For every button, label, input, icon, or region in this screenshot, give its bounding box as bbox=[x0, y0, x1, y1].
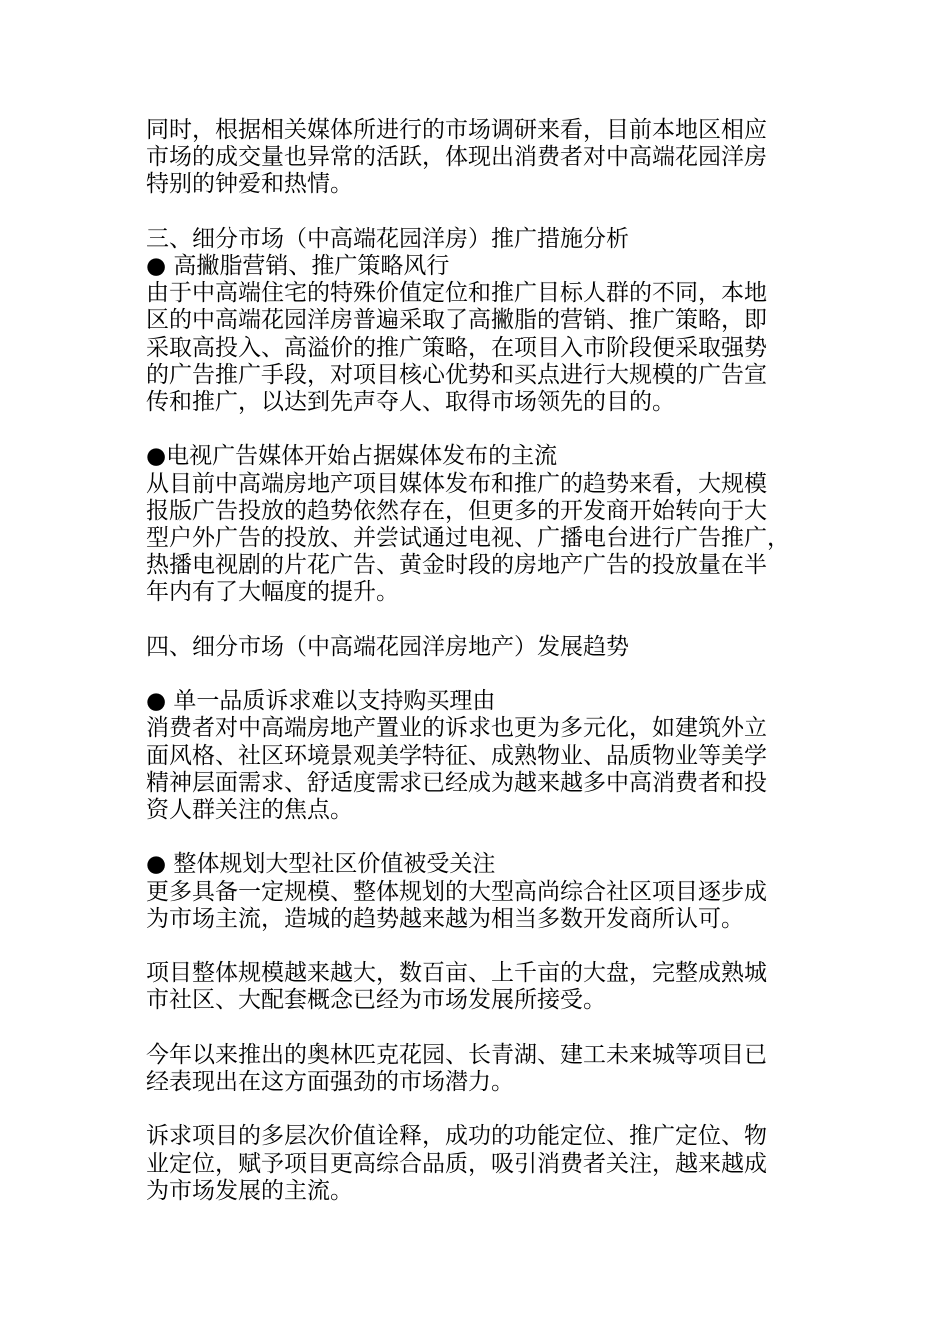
text-line: 今年以来推出的奥林匹克花园、长青湖、建工未来城等项目已 bbox=[146, 1041, 767, 1068]
bullet-heading: ● 高撇脂营销、推广策略风行 bbox=[146, 253, 450, 279]
text-line: 更多具备一定规模、整体规划的大型高尚综合社区项目逐步成 bbox=[146, 878, 767, 905]
bullet-heading: ● 整体规划大型社区价值被受关注 bbox=[146, 851, 496, 878]
paragraph-example-projects bbox=[146, 1042, 806, 1096]
bullet-heading: ● 单一品质诉求难以支持购买理由 bbox=[146, 688, 496, 715]
text-line: 年内有了大幅度的提升。 bbox=[146, 579, 399, 606]
paragraph-single-quality-appeal bbox=[146, 688, 806, 824]
paragraph-large-community bbox=[146, 851, 806, 933]
text-line: 型户外广告的投放、并尝试通过电视、广播电台进行广告推广， bbox=[146, 525, 790, 552]
text-line: 由于中高端住宅的特殊价值定位和推广目标人群的不同，本地 bbox=[146, 280, 767, 307]
text-line: 传和推广，以达到先声夺人、取得市场领先的目的。 bbox=[146, 389, 675, 416]
text-line: 为市场发展的主流。 bbox=[146, 1177, 353, 1204]
section-three-promotion-measures bbox=[146, 226, 806, 416]
section-four-heading-block bbox=[146, 634, 806, 661]
text-line: 同时，根据相关媒体所进行的市场调研来看，目前本地区相应 bbox=[146, 117, 767, 143]
text-line: 的广告推广手段，对项目核心优势和买点进行大规模的广告宣 bbox=[146, 361, 767, 388]
paragraph-tv-advertising bbox=[146, 443, 806, 606]
text-line: 面风格、社区环境景观美学特征、成熟物业、品质物业等美学 bbox=[146, 742, 767, 769]
document-page bbox=[146, 117, 806, 1205]
text-line: 消费者对中高端房地产置业的诉求也更为多元化，如建筑外立 bbox=[146, 715, 767, 742]
text-line: 项目整体规模越来越大，数百亩、上千亩的大盘，完整成熟城 bbox=[146, 960, 767, 987]
paragraph-multi-level-value bbox=[146, 1123, 806, 1205]
text-line: 市场的成交量也异常的活跃，体现出消费者对中高端花园洋房 bbox=[146, 144, 767, 171]
text-line: 从目前中高端房地产项目媒体发布和推广的趋势来看，大规模 bbox=[146, 470, 767, 497]
text-line: 为市场主流，造城的趋势越来越为相当多数开发商所认可。 bbox=[146, 905, 744, 932]
paragraph-market-activity bbox=[146, 117, 806, 199]
text-line: 采取高投入、高溢价的推广策略，在项目入市阶段便采取强势 bbox=[146, 334, 767, 361]
paragraph-project-scale bbox=[146, 960, 806, 1014]
text-line: 资人群关注的焦点。 bbox=[146, 797, 353, 824]
text-line: 精神层面需求、舒适度需求已经成为越来越多中高消费者和投 bbox=[146, 769, 767, 796]
bullet-heading: ●电视广告媒体开始占据媒体发布的主流 bbox=[146, 443, 558, 470]
section-heading: 三、细分市场（中高端花园洋房）推广措施分析 bbox=[146, 225, 629, 252]
text-line: 报版广告投放的趋势依然存在，但更多的开发商开始转向于大 bbox=[146, 497, 767, 524]
text-line: 特别的钟爱和热情。 bbox=[146, 171, 353, 198]
text-line: 业定位，赋予项目更高综合品质，吸引消费者关注，越来越成 bbox=[146, 1150, 767, 1177]
text-line: 热播电视剧的片花广告、黄金时段的房地产广告的投放量在半 bbox=[146, 552, 767, 579]
text-line: 经表现出在这方面强劲的市场潜力。 bbox=[146, 1069, 514, 1095]
section-heading: 四、细分市场（中高端花园洋房地产）发展趋势 bbox=[146, 633, 629, 660]
text-line: 区的中高端花园洋房普遍采取了高撇脂的营销、推广策略，即 bbox=[146, 307, 767, 334]
text-line: 市社区、大配套概念已经为市场发展所接受。 bbox=[146, 987, 606, 1014]
text-line: 诉求项目的多层次价值诠释，成功的功能定位、推广定位、物 bbox=[146, 1123, 767, 1150]
